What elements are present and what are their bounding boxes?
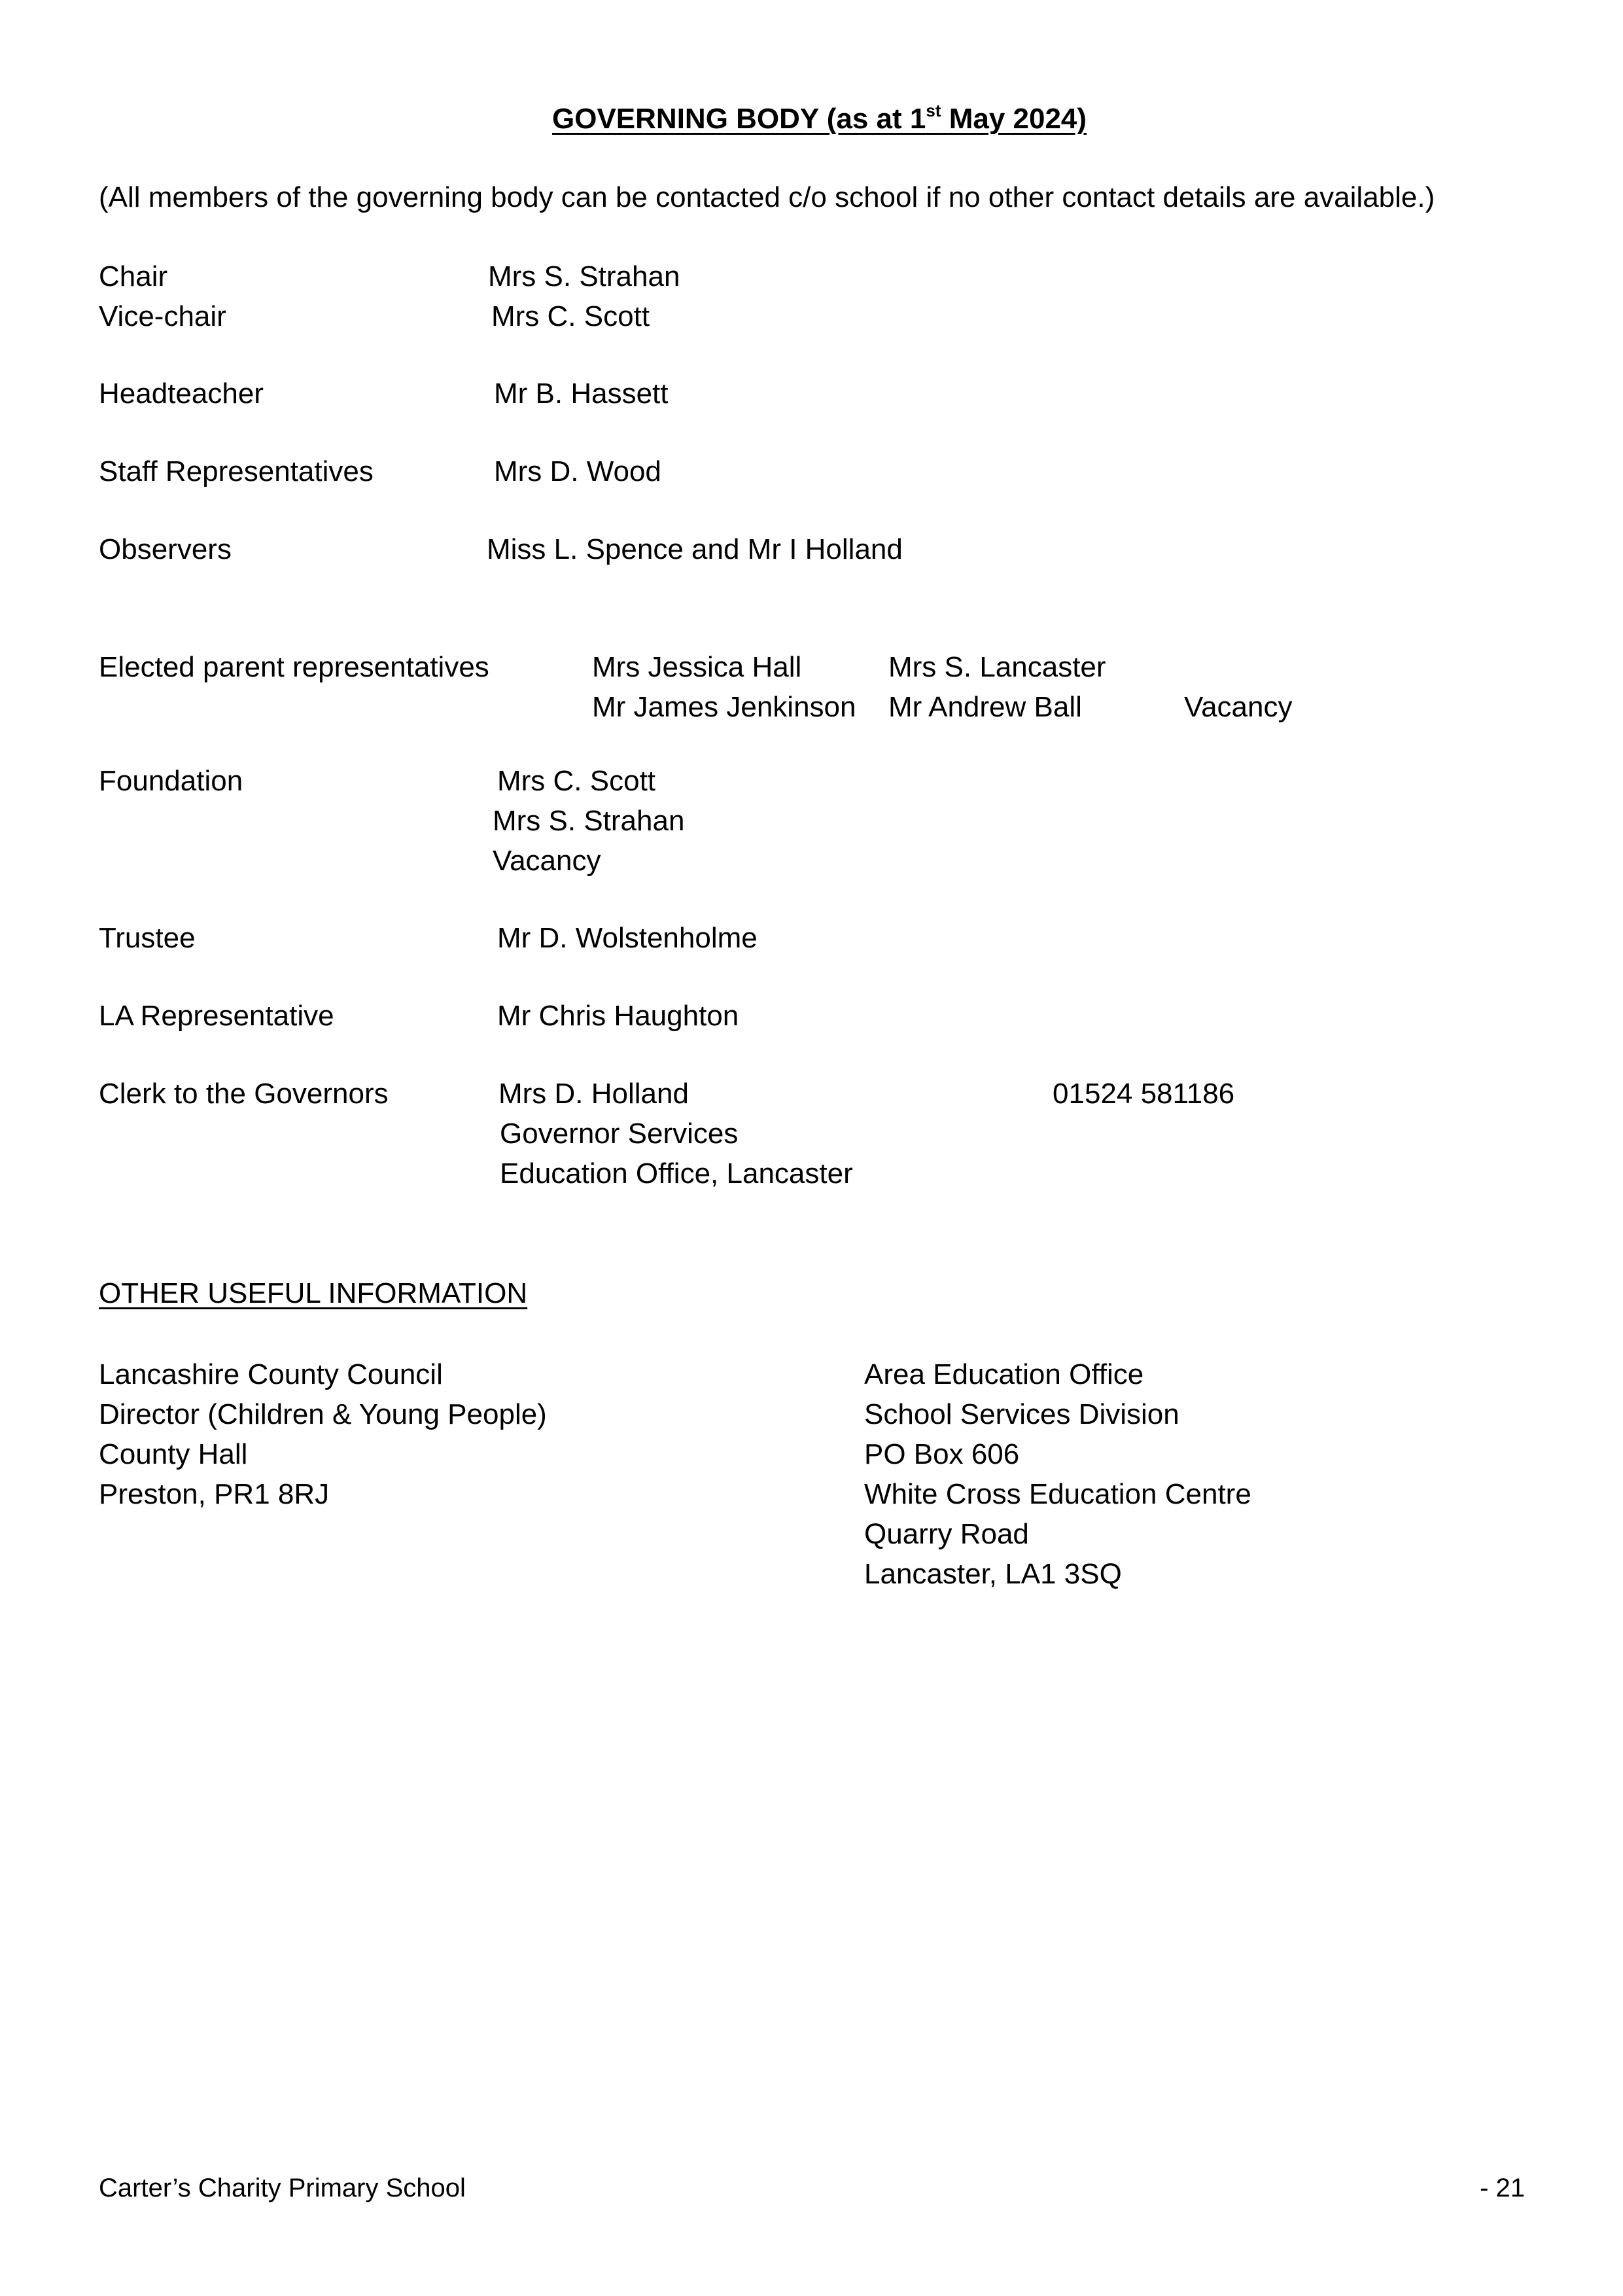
parent-name: Mrs S. Lancaster — [888, 651, 1106, 683]
staff-label: Staff Representatives — [99, 455, 374, 487]
parent-name: Mrs Jessica Hall — [592, 651, 802, 683]
foundation-name: Mrs C. Scott — [497, 765, 656, 797]
parent-name: Mr Andrew Ball — [888, 691, 1082, 723]
observers-name: Miss L. Spence and Mr I Holland — [487, 533, 903, 565]
clerk-phone: 01524 581186 — [1053, 1078, 1235, 1110]
chair-label: Chair — [99, 260, 168, 292]
page-title: GOVERNING BODY (as at 1st May 2024) — [552, 101, 1087, 135]
trustee-name: Mr D. Wolstenholme — [497, 922, 758, 954]
right-address-line: White Cross Education Centre — [864, 1478, 1251, 1510]
footer-page-number: - 21 — [1480, 2174, 1525, 2202]
parents-label: Elected parent representatives — [99, 651, 489, 683]
parent-name: Mr James Jenkinson — [592, 691, 856, 723]
chair-name: Mrs S. Strahan — [488, 260, 680, 292]
other-info-heading: OTHER USEFUL INFORMATION — [99, 1277, 528, 1309]
la-rep-name: Mr Chris Haughton — [497, 1000, 739, 1032]
right-address-line: School Services Division — [864, 1398, 1179, 1430]
left-address-line: County Hall — [99, 1438, 248, 1470]
vice-chair-label: Vice-chair — [99, 300, 226, 332]
clerk-label: Clerk to the Governors — [99, 1078, 389, 1110]
observers-label: Observers — [99, 533, 232, 565]
foundation-label: Foundation — [99, 765, 243, 797]
headteacher-name: Mr B. Hassett — [494, 378, 669, 410]
foundation-name: Mrs S. Strahan — [493, 805, 685, 837]
foundation-name: Vacancy — [493, 845, 601, 877]
left-address-line: Director (Children & Young People) — [99, 1398, 547, 1430]
parent-name: Vacancy — [1184, 691, 1293, 723]
clerk-line: Education Office, Lancaster — [500, 1157, 853, 1190]
clerk-line: Governor Services — [500, 1118, 739, 1150]
vice-chair-name: Mrs C. Scott — [491, 300, 650, 332]
right-address-line: PO Box 606 — [864, 1438, 1020, 1470]
page-title-superscript: st — [926, 101, 941, 120]
right-address-line: Area Education Office — [864, 1358, 1144, 1390]
la-rep-label: LA Representative — [99, 1000, 334, 1032]
left-address-line: Preston, PR1 8RJ — [99, 1478, 330, 1510]
right-address-line: Lancaster, LA1 3SQ — [864, 1558, 1122, 1590]
headteacher-label: Headteacher — [99, 378, 264, 410]
trustee-label: Trustee — [99, 922, 196, 954]
intro-text: (All members of the governing body can be contacted c/o school if no other contact details are available.) — [99, 181, 1435, 213]
footer-school-name: Carter’s Charity Primary School — [99, 2174, 466, 2202]
right-address-line: Quarry Road — [864, 1518, 1029, 1550]
clerk-line: Mrs D. Holland — [498, 1078, 689, 1110]
left-address-line: Lancashire County Council — [99, 1358, 443, 1390]
staff-name: Mrs D. Wood — [494, 455, 661, 487]
